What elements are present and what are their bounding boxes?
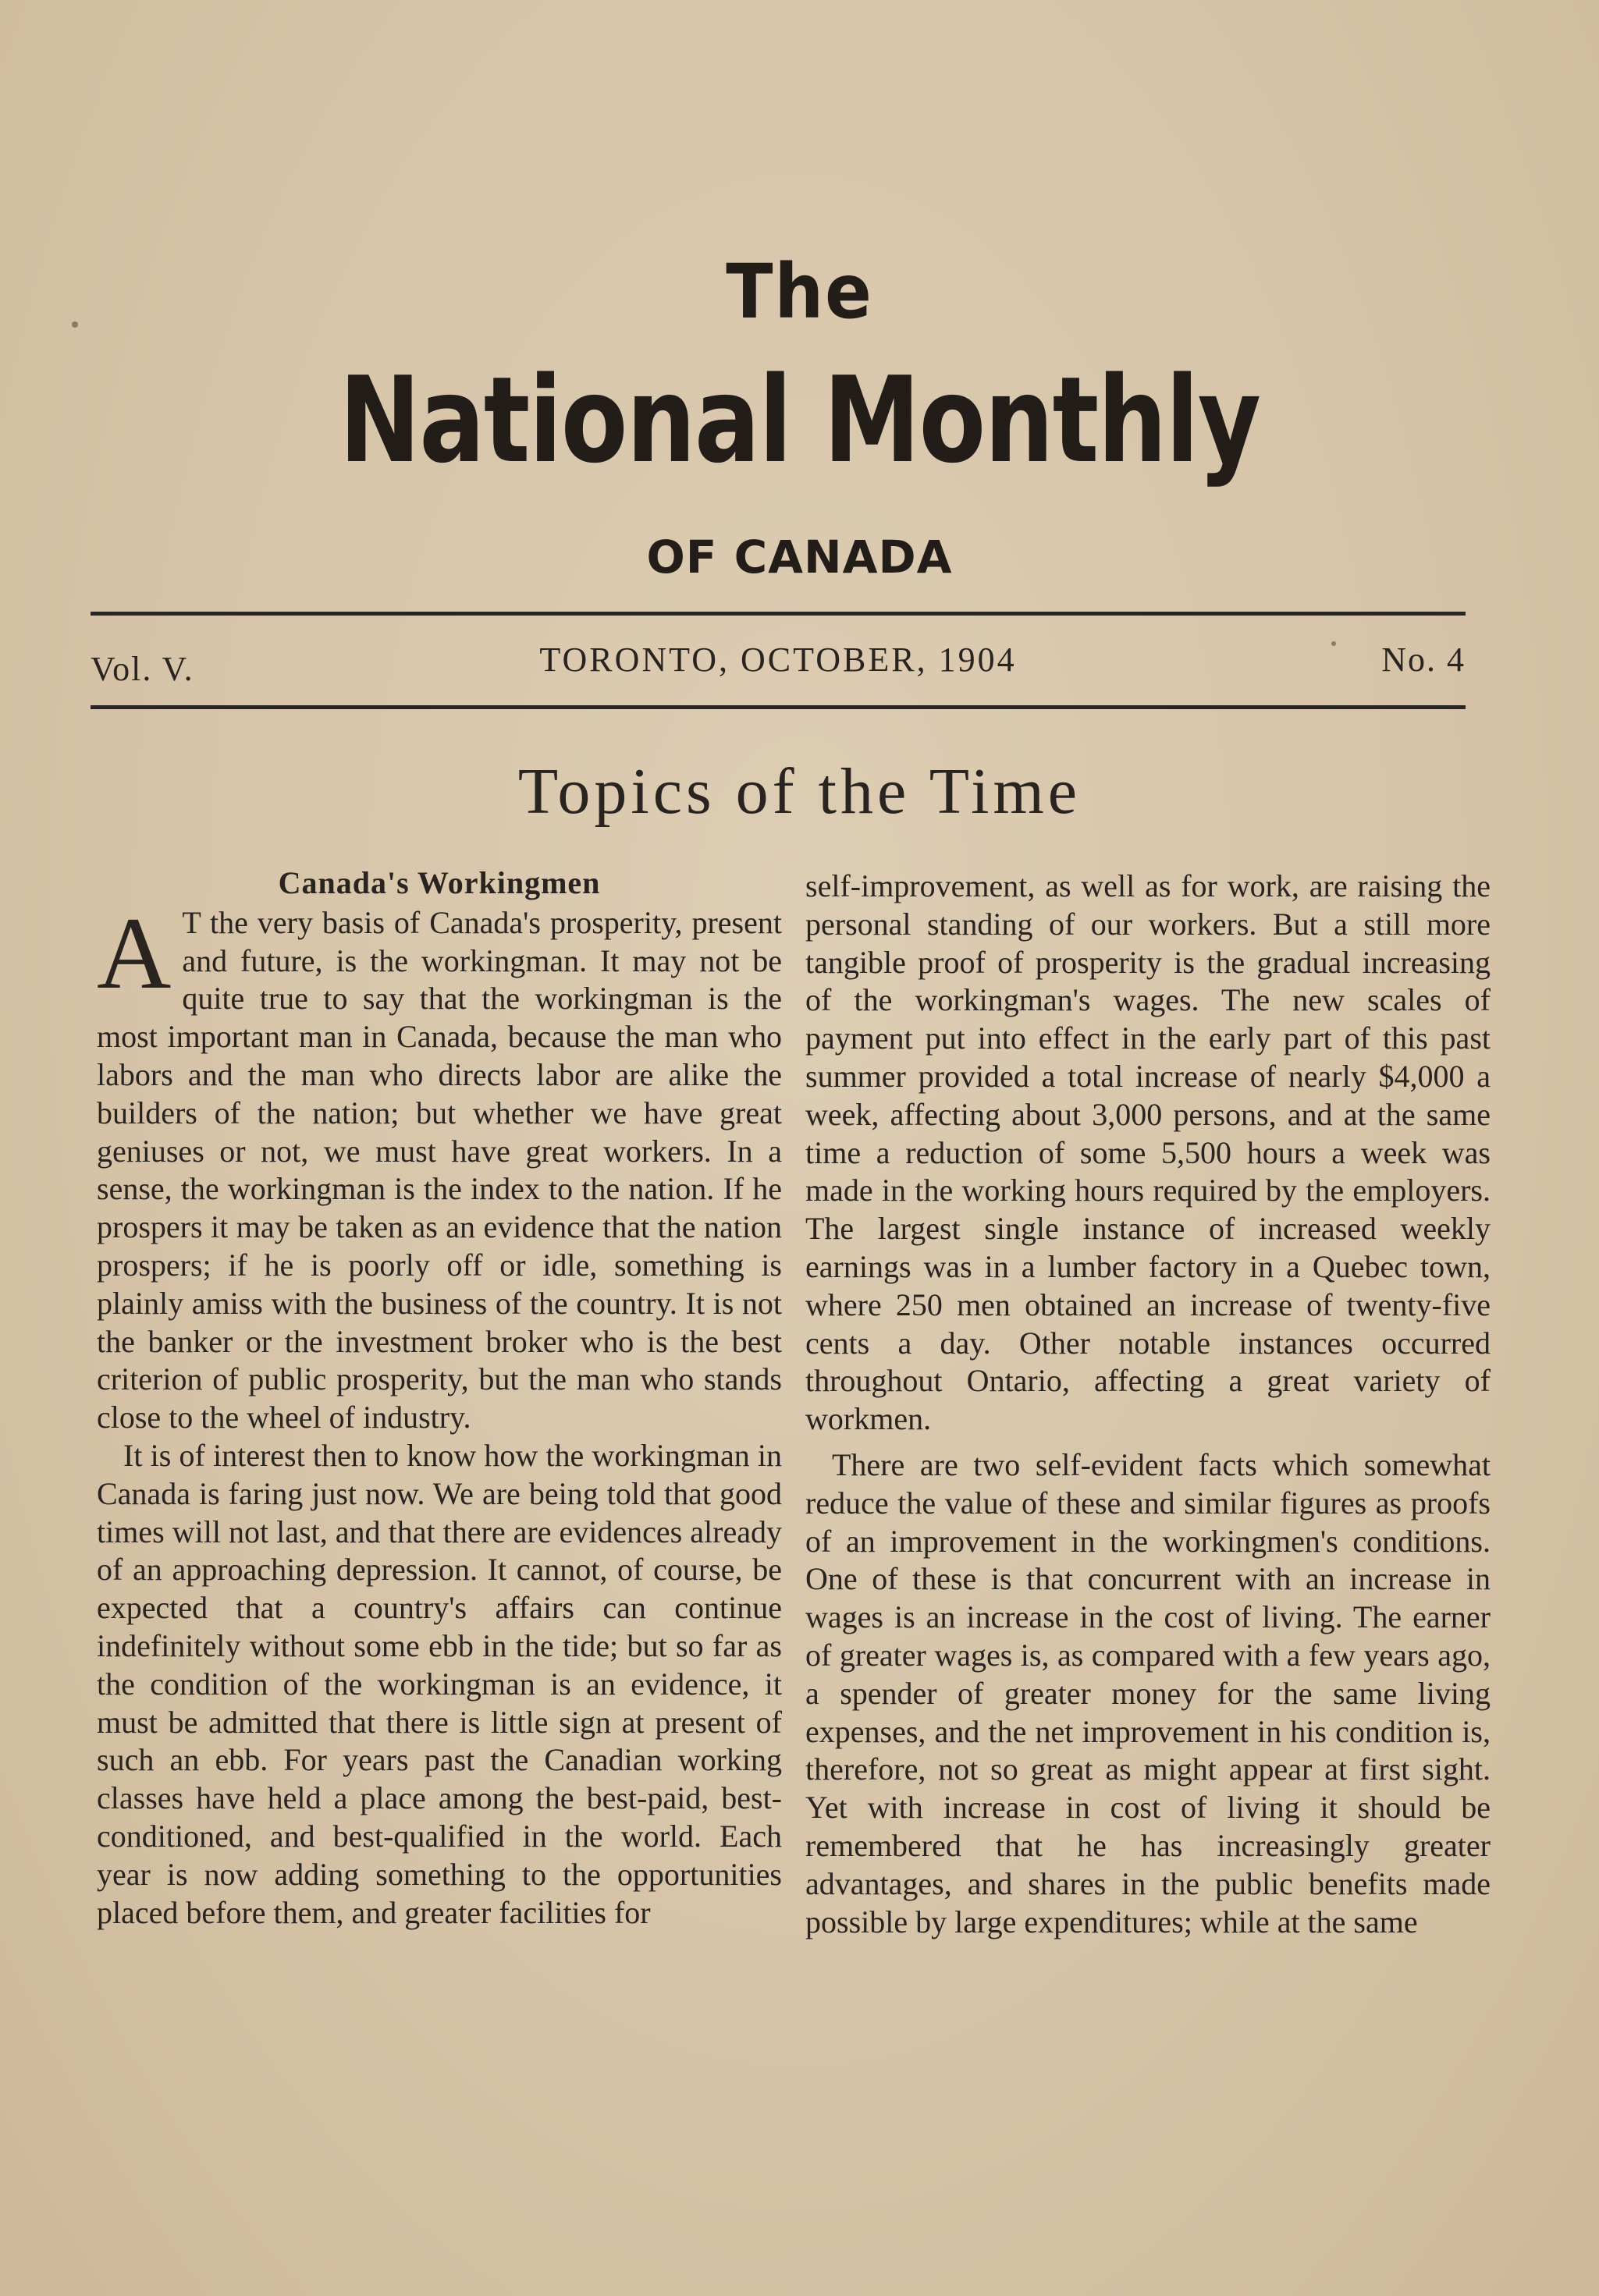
masthead-the: The — [726, 248, 873, 335]
volume-label: Vol. V. — [91, 650, 194, 688]
paragraph: There are two self-evident facts which somewhat reduce the value of these and similar figures as proofs of an improvement in the workingmen's conditions. One of these is that concurrent with an increase in wages is an increase in the cost of living. The earner of greater wages is, as compared with a few years ago, a spender of greater money for the same living expenses, and the net improvement in his condition is, therefore, not so great as might appear at first sight. Yet with increase in cost of living it should be remembered that he has increasingly greater advantages, and shares in the public benefits made possible by large expenditures; while at the same — [805, 1446, 1491, 1939]
section-title: Topics of the Time — [517, 755, 1082, 828]
drop-cap: A — [97, 895, 172, 1010]
paper-speck — [72, 321, 78, 328]
masthead-title: National Monthly — [339, 351, 1260, 489]
paragraph: self-improvement, as well as for work, are raising the personal standing of our workers. But a still more tangible proof of prosperity is the gradual increasing of the workingman's wages. The new scales of payment put into effect in the early part of this past summer provided a total increase of nearly $4,000 a week, affecting about 3,000 persons, and at the same time a reduction of some 5,500 hours a week was made in the working hours required by the employers. The largest single instance of increased weekly earnings was in a lumber factory in a Quebec town, where 250 men obtained an increase of twenty-five cents a day. Other notable instances occurred throughout Ontario, affecting a great variety of workmen. — [805, 868, 1491, 1437]
paragraph: It is of interest then to know how the workingman in Canada is faring just now. We are being told that good times will not last, and that there are evidences already of an approaching depression. It cannot, of course, be expected that a country's affairs can continue indefinitely without some ebb in the tide; but so far as the condition of the workingman is an evidence, it must be admitted that there is little sign at present of such an ebb. For years past the Canadian working classes have held a place among the best-paid, best-conditioned, and best-qualified in the world. Each year is now adding something to the opportunities placed before them, and greater facilities for — [97, 1437, 782, 1930]
rule-top — [91, 612, 1466, 616]
rule-bottom — [91, 705, 1466, 709]
issue-number: No. 4 — [1381, 641, 1466, 679]
paragraph-text: T the very basis of Canada's prosperity, present and future, is the workingman. It may not be quite true to say that the workingman is the most important man in Canada, because the man who labors and the man who directs labor are alike the builders of the nation; but whether we have great geniuses or not, we must have great workers. In a sense, the workingman is the index to the nation. If he prospers it may be taken as an evidence that the nation prospers; if he is poorly off or idle, something is plainly amiss with the business of the country. It is not the banker or the investment broker who is the best criterion of public prosperity, but the man who stands close to the wheel of industry. — [97, 904, 782, 1435]
left-column — [97, 864, 782, 1932]
paper-speck — [1331, 641, 1336, 646]
volume-row — [91, 640, 1466, 687]
article-heading: Canada's Workingmen — [278, 865, 601, 900]
right-column — [805, 868, 1491, 1941]
dateline: TORONTO, OCTOBER, 1904 — [539, 641, 1017, 679]
masthead-subtitle: OF CANADA — [646, 531, 953, 584]
paragraph — [97, 895, 782, 1437]
